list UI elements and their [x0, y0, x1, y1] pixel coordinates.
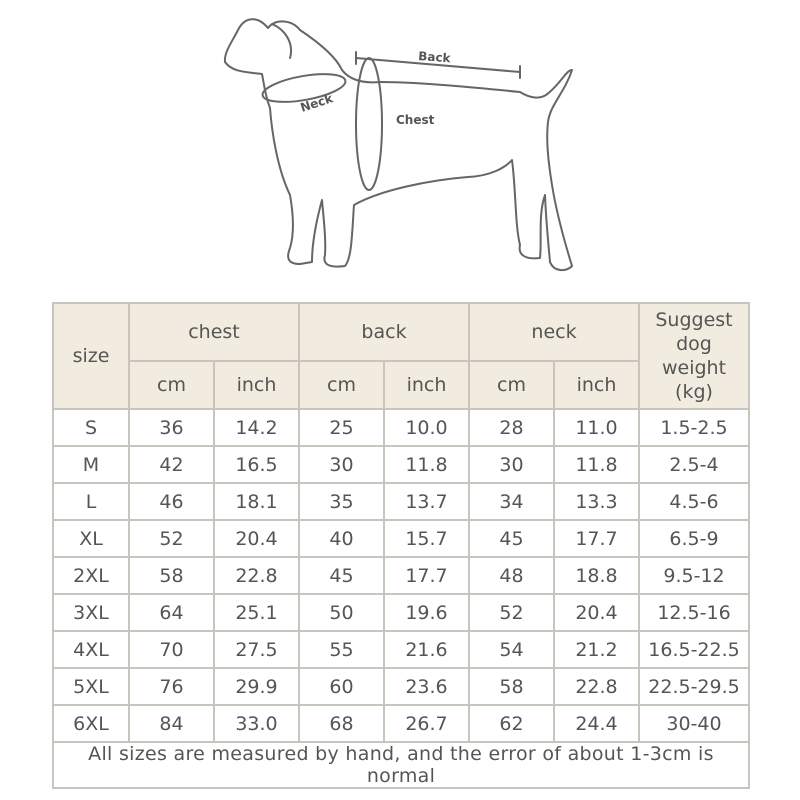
dog-ear	[272, 24, 291, 58]
back-cm-cell: 35	[299, 483, 384, 520]
back-inch-cell: 10.0	[384, 409, 469, 446]
chest-label: Chest	[396, 113, 435, 127]
chest-cm-cell: 64	[129, 594, 214, 631]
neck-label: Neck	[298, 91, 335, 115]
back-cm-cell: 60	[299, 668, 384, 705]
back-cm-cell: 40	[299, 520, 384, 557]
neck-cm-cell: 52	[469, 594, 554, 631]
back-cm-cell: 25	[299, 409, 384, 446]
neck-cm-cell: 48	[469, 557, 554, 594]
neck-inch-cell: 24.4	[554, 705, 639, 742]
back-inch-cell: 23.6	[384, 668, 469, 705]
chest-cm-cell: 58	[129, 557, 214, 594]
weight-header-line3: (kg)	[675, 381, 713, 403]
chest-inch-cell: 14.2	[214, 409, 299, 446]
chest-inch-cell: 20.4	[214, 520, 299, 557]
chest-inch-cell: 33.0	[214, 705, 299, 742]
chest-header: chest	[129, 303, 299, 361]
weight-cell: 30-40	[639, 705, 749, 742]
weight-cell: 16.5-22.5	[639, 631, 749, 668]
table-row	[53, 409, 749, 446]
back-inch-cell: 15.7	[384, 520, 469, 557]
neck-inch-cell: 17.7	[554, 520, 639, 557]
chest-inch-cell: 27.5	[214, 631, 299, 668]
size-cell: XL	[53, 520, 129, 557]
back-inch-cell: 26.7	[384, 705, 469, 742]
neck-inch-cell: 11.8	[554, 446, 639, 483]
table-row	[53, 483, 749, 520]
neck-inch-cell: 21.2	[554, 631, 639, 668]
neck-inch-cell: 22.8	[554, 668, 639, 705]
back-cm-cell: 30	[299, 446, 384, 483]
neck-cm-cell: 34	[469, 483, 554, 520]
neck-inch-cell: 13.3	[554, 483, 639, 520]
chest-inch-cell: 25.1	[214, 594, 299, 631]
weight-cell: 4.5-6	[639, 483, 749, 520]
chest-cm-cell: 52	[129, 520, 214, 557]
weight-cell: 12.5-16	[639, 594, 749, 631]
neck-cm-cell: 45	[469, 520, 554, 557]
chest-inch-header: inch	[214, 361, 299, 409]
back-inch-cell: 19.6	[384, 594, 469, 631]
chest-inch-cell: 18.1	[214, 483, 299, 520]
weight-cell: 6.5-9	[639, 520, 749, 557]
footnote: All sizes are measured by hand, and the error of about 1-3cm is normal	[53, 742, 749, 788]
back-cm-cell: 45	[299, 557, 384, 594]
weight-header-line2: weight	[661, 357, 727, 379]
size-cell: 2XL	[53, 557, 129, 594]
table-row	[53, 520, 749, 557]
back-inch-cell: 21.6	[384, 631, 469, 668]
chest-cm-cell: 36	[129, 409, 214, 446]
weight-header	[639, 303, 749, 409]
dog-outline	[225, 19, 572, 270]
neck-inch-cell: 20.4	[554, 594, 639, 631]
table-row	[53, 557, 749, 594]
neck-cm-header: cm	[469, 361, 554, 409]
table-row	[53, 446, 749, 483]
chest-inch-cell: 16.5	[214, 446, 299, 483]
neck-cm-cell: 62	[469, 705, 554, 742]
weight-cell: 9.5-12	[639, 557, 749, 594]
back-inch-header: inch	[384, 361, 469, 409]
neck-cm-cell: 30	[469, 446, 554, 483]
dog-measurement-diagram	[200, 0, 600, 285]
weight-header-line1: Suggest dog	[655, 309, 733, 355]
back-cm-cell: 50	[299, 594, 384, 631]
back-header: back	[299, 303, 469, 361]
table-row	[53, 668, 749, 705]
neck-cm-cell: 54	[469, 631, 554, 668]
size-cell: 4XL	[53, 631, 129, 668]
neck-inch-cell: 18.8	[554, 557, 639, 594]
back-cm-header: cm	[299, 361, 384, 409]
neck-inch-header: inch	[554, 361, 639, 409]
size-cell: M	[53, 446, 129, 483]
chest-inch-cell: 29.9	[214, 668, 299, 705]
chest-cm-cell: 70	[129, 631, 214, 668]
weight-cell: 1.5-2.5	[639, 409, 749, 446]
table-row	[53, 594, 749, 631]
back-inch-cell: 17.7	[384, 557, 469, 594]
back-cm-cell: 55	[299, 631, 384, 668]
back-inch-cell: 13.7	[384, 483, 469, 520]
back-inch-cell: 11.8	[384, 446, 469, 483]
weight-cell: 2.5-4	[639, 446, 749, 483]
back-cm-cell: 68	[299, 705, 384, 742]
size-cell: 5XL	[53, 668, 129, 705]
size-header: size	[53, 303, 129, 409]
neck-inch-cell: 11.0	[554, 409, 639, 446]
size-chart-table	[52, 302, 750, 789]
chest-measure-loop	[356, 58, 382, 190]
size-cell: 6XL	[53, 705, 129, 742]
chest-cm-cell: 84	[129, 705, 214, 742]
chest-cm-cell: 76	[129, 668, 214, 705]
chest-cm-cell: 42	[129, 446, 214, 483]
chest-inch-cell: 22.8	[214, 557, 299, 594]
neck-cm-cell: 58	[469, 668, 554, 705]
weight-cell: 22.5-29.5	[639, 668, 749, 705]
back-label: Back	[417, 49, 452, 66]
neck-header: neck	[469, 303, 639, 361]
header-row-groups	[53, 303, 749, 361]
size-cell: L	[53, 483, 129, 520]
chest-cm-cell: 46	[129, 483, 214, 520]
table-row	[53, 631, 749, 668]
table-row	[53, 705, 749, 742]
neck-cm-cell: 28	[469, 409, 554, 446]
footnote-row	[53, 742, 749, 788]
size-cell: S	[53, 409, 129, 446]
chest-cm-header: cm	[129, 361, 214, 409]
size-cell: 3XL	[53, 594, 129, 631]
